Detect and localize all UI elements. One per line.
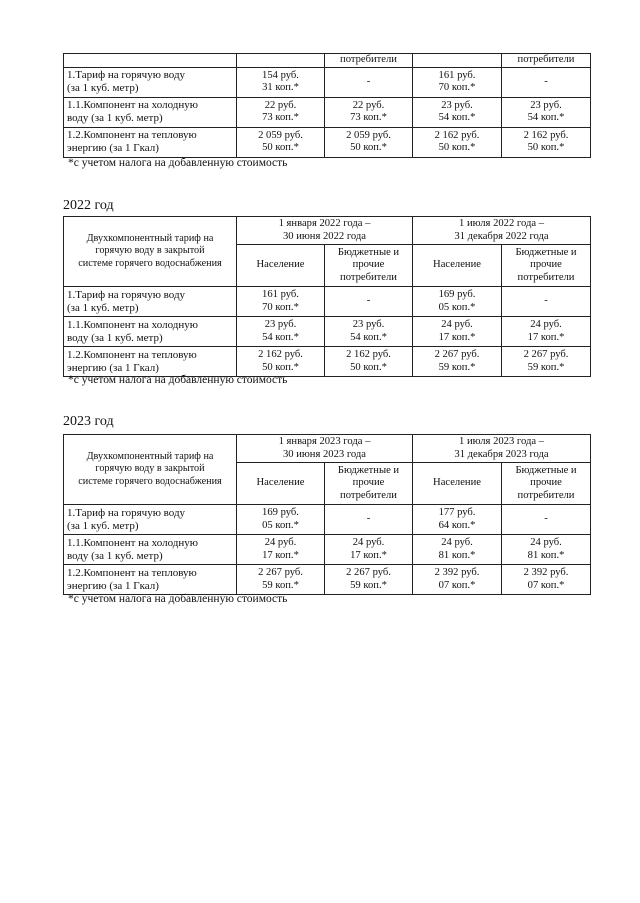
- tariff-value: -: [502, 505, 591, 535]
- tariff-value: 23 руб. 54 коп.*: [502, 97, 591, 127]
- tariff-value: 169 руб. 05 коп.*: [237, 505, 325, 535]
- column-header-population: Население: [413, 463, 502, 505]
- tariff-value: -: [325, 505, 413, 535]
- column-header-population: Население: [237, 463, 325, 505]
- tariff-value: 2 267 руб. 59 коп.*: [325, 565, 413, 595]
- vat-footnote: *с учетом налога на добавленную стоимость: [68, 157, 288, 169]
- tariff-value: 2 267 руб. 59 коп.*: [237, 565, 325, 595]
- tariff-value: 2 162 руб. 50 коп.*: [502, 127, 591, 157]
- tariff-value: 2 059 руб. 50 коп.*: [325, 127, 413, 157]
- row-label: 1.Тариф на горячую воду (за 1 куб. метр): [64, 67, 237, 97]
- column-header-population: Население: [413, 245, 502, 287]
- tariff-value: 2 267 руб. 59 коп.*: [413, 347, 502, 377]
- year-heading-2023: 2023 год: [63, 414, 114, 429]
- table-row: [64, 287, 591, 317]
- tariff-table-2022: [63, 216, 591, 377]
- tariff-value: 2 162 руб. 50 коп.*: [413, 127, 502, 157]
- vat-footnote: *с учетом налога на добавленную стоимость: [68, 593, 288, 605]
- row-label: 1.Тариф на горячую воду (за 1 куб. метр): [64, 287, 237, 317]
- table-row: [64, 97, 591, 127]
- tariff-value: -: [325, 67, 413, 97]
- table-header-row: [64, 54, 591, 68]
- table-header-row: [64, 217, 591, 245]
- tariff-value: 22 руб. 73 коп.*: [325, 97, 413, 127]
- column-header-budget: Бюджетные и прочие потребители: [325, 245, 413, 287]
- tariff-value: -: [502, 67, 591, 97]
- table-header-row: [64, 435, 591, 463]
- table-row: [64, 565, 591, 595]
- header-cell: [413, 54, 502, 68]
- tariff-value: 2 059 руб. 50 коп.*: [237, 127, 325, 157]
- tariff-value: 24 руб. 17 коп.*: [413, 317, 502, 347]
- column-header-budget: Бюджетные и прочие потребители: [502, 463, 591, 505]
- period-header: 1 января 2023 года – 30 июня 2023 года: [237, 435, 413, 463]
- header-cell: потребители: [502, 54, 591, 68]
- column-header-population: Население: [237, 245, 325, 287]
- tariff-value: 2 162 руб. 50 коп.*: [237, 347, 325, 377]
- table-row: [64, 535, 591, 565]
- tariff-value: 24 руб. 81 коп.*: [502, 535, 591, 565]
- tariff-value: 169 руб. 05 коп.*: [413, 287, 502, 317]
- tariff-value: -: [502, 287, 591, 317]
- row-label: 1.1.Компонент на холодную воду (за 1 куб. метр): [64, 535, 237, 565]
- table-row: [64, 347, 591, 377]
- tariff-value: 154 руб. 31 коп.*: [237, 67, 325, 97]
- column-header-budget: Бюджетные и прочие потребители: [502, 245, 591, 287]
- tariff-type-header: Двухкомпонентный тариф на горячую воду в закрытой системе горячего водоснабжения: [64, 435, 237, 505]
- row-label: 1.2.Компонент на тепловую энергию (за 1 Гкал): [64, 565, 237, 595]
- tariff-value: 24 руб. 81 коп.*: [413, 535, 502, 565]
- header-cell: потребители: [325, 54, 413, 68]
- tariff-value: 22 руб. 73 коп.*: [237, 97, 325, 127]
- tariff-value: 2 392 руб. 07 коп.*: [502, 565, 591, 595]
- tariff-value: 2 162 руб. 50 коп.*: [325, 347, 413, 377]
- tariff-value: 161 руб. 70 коп.*: [237, 287, 325, 317]
- column-header-budget: Бюджетные и прочие потребители: [325, 463, 413, 505]
- row-label: 1.1.Компонент на холодную воду (за 1 куб. метр): [64, 317, 237, 347]
- period-header: 1 июля 2022 года – 31 декабря 2022 года: [413, 217, 591, 245]
- table-row: [64, 317, 591, 347]
- tariff-value: 23 руб. 54 коп.*: [413, 97, 502, 127]
- year-heading-2022: 2022 год: [63, 198, 114, 213]
- tariff-table-2023: [63, 434, 591, 595]
- tariff-value: 24 руб. 17 коп.*: [502, 317, 591, 347]
- tariff-value: 2 267 руб. 59 коп.*: [502, 347, 591, 377]
- row-label: 1.Тариф на горячую воду (за 1 куб. метр): [64, 505, 237, 535]
- header-cell: [64, 54, 237, 68]
- period-header: 1 января 2022 года – 30 июня 2022 года: [237, 217, 413, 245]
- vat-footnote: *с учетом налога на добавленную стоимость: [68, 374, 288, 386]
- row-label: 1.1.Компонент на холодную воду (за 1 куб. метр): [64, 97, 237, 127]
- tariff-value: 24 руб. 17 коп.*: [237, 535, 325, 565]
- tariff-value: 23 руб. 54 коп.*: [325, 317, 413, 347]
- header-cell: [237, 54, 325, 68]
- row-label: 1.2.Компонент на тепловую энергию (за 1 Гкал): [64, 347, 237, 377]
- tariff-value: 24 руб. 17 коп.*: [325, 535, 413, 565]
- table-row: [64, 505, 591, 535]
- table-row: [64, 127, 591, 157]
- tariff-type-header: Двухкомпонентный тариф на горячую воду в закрытой системе горячего водоснабжения: [64, 217, 237, 287]
- tariff-value: 161 руб. 70 коп.*: [413, 67, 502, 97]
- table-row: [64, 67, 591, 97]
- tariff-value: 177 руб. 64 коп.*: [413, 505, 502, 535]
- tariff-value: -: [325, 287, 413, 317]
- tariff-value: 23 руб. 54 коп.*: [237, 317, 325, 347]
- tariff-value: 2 392 руб. 07 коп.*: [413, 565, 502, 595]
- period-header: 1 июля 2023 года – 31 декабря 2023 года: [413, 435, 591, 463]
- tariff-table-continued: [63, 53, 591, 158]
- row-label: 1.2.Компонент на тепловую энергию (за 1 Гкал): [64, 127, 237, 157]
